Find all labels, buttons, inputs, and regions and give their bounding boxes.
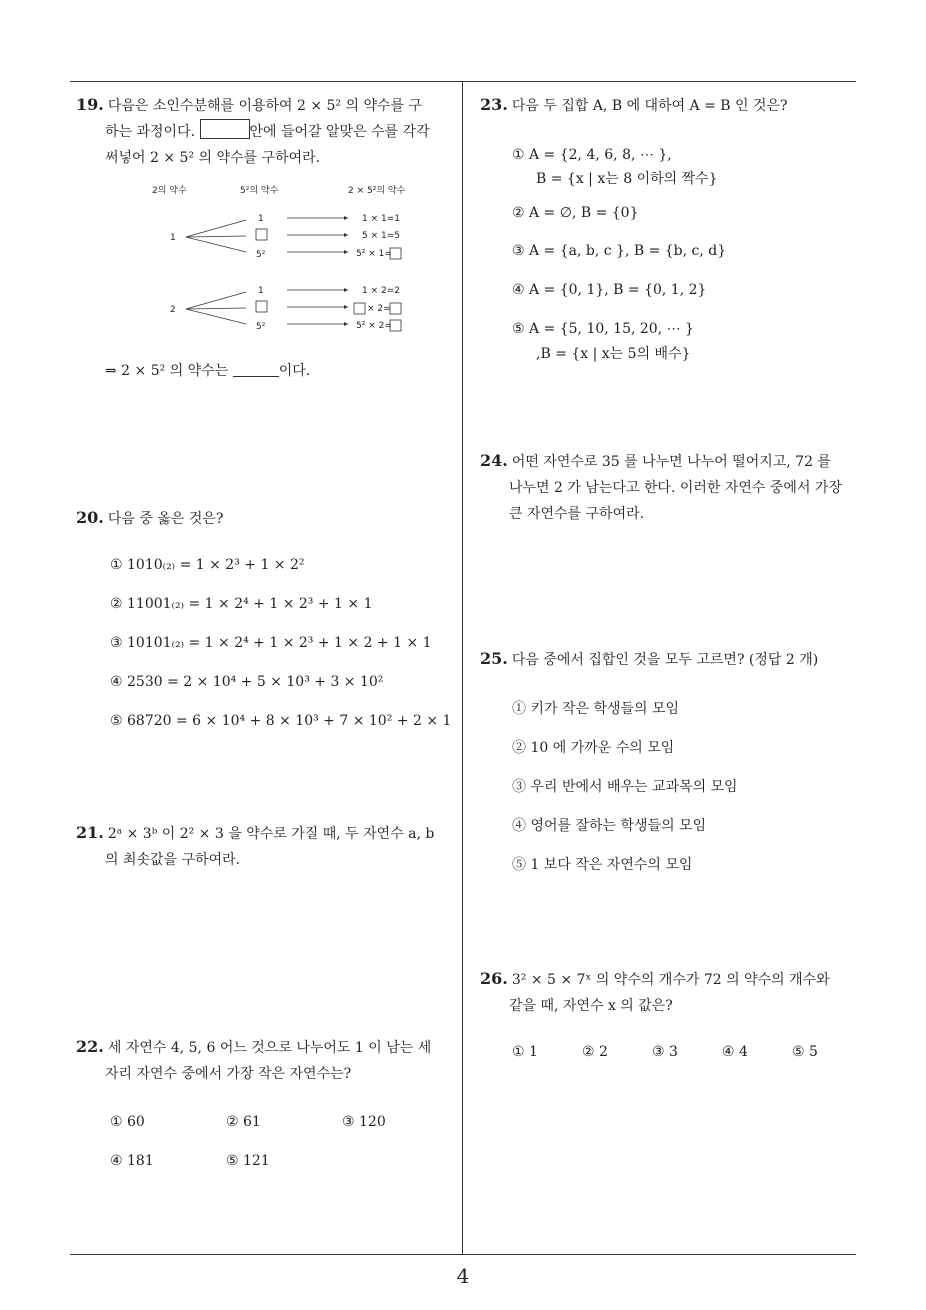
- conclusion-text: 이다.: [278, 363, 311, 379]
- tree-root: 1: [170, 233, 176, 243]
- option-1: ① 1010₍₂₎ = 1 × 2³ + 1 × 2²: [110, 557, 305, 573]
- question-stem: 다음 중 옳은 것은?: [107, 511, 224, 527]
- answer-blank: [233, 362, 279, 377]
- option-3: ③ A = {a, b, c }, B = {b, c, d}: [512, 243, 727, 259]
- option-2: ② A = ∅, B = {0}: [512, 205, 639, 221]
- option-2: ② 11001₍₂₎ = 1 × 2⁴ + 1 × 2³ + 1 × 1: [110, 596, 373, 612]
- option-5: ⑤ 68720 = 6 × 10⁴ + 8 × 10³ + 7 × 10² + 2 × 1: [110, 713, 452, 729]
- question-number: 25.: [480, 649, 508, 668]
- option-4: ④ 181: [110, 1153, 154, 1169]
- question-number: 26.: [480, 969, 508, 988]
- tree-branch: 5²: [256, 250, 266, 260]
- tree-branch: 1: [258, 286, 264, 296]
- blank-box: [200, 119, 250, 139]
- question-23: [480, 92, 788, 119]
- question-stem: 다음 두 집합 A, B 에 대하여 A = B 인 것은?: [511, 98, 788, 114]
- tree-result: 5² × 2=: [356, 321, 392, 331]
- option-2: ② 10 에 가까운 수의 모임: [512, 740, 675, 756]
- factor-tree-diagram: [150, 178, 440, 338]
- question-number: 21.: [76, 823, 104, 842]
- question-stem: 어떤 자연수로 35 를 나누면 나누어 떨어지고, 72 를: [511, 454, 831, 470]
- tree-header: 5²의 약수: [240, 186, 279, 196]
- question-19-conclusion: [105, 358, 310, 384]
- option-4: ④ A = {0, 1}, B = {0, 1, 2}: [512, 282, 707, 298]
- question-stem: 써넣어 2 × 5² 의 약수를 구하여라.: [105, 150, 321, 166]
- question-number: 19.: [76, 95, 104, 114]
- option-5-continued: ,B = {x | x는 5의 배수}: [536, 346, 691, 362]
- page-number: 4: [456, 1264, 470, 1288]
- option-1: ① 키가 작은 학생들의 모임: [512, 701, 680, 717]
- option-4: ④ 4: [722, 1044, 748, 1060]
- option-1: ① 60: [110, 1114, 145, 1130]
- option-2: ② 2: [582, 1044, 608, 1060]
- question-stem: 하는 과정이다.: [105, 124, 196, 140]
- question-stem: 큰 자연수를 구하여라.: [509, 506, 645, 522]
- option-4: ④ 영어를 잘하는 학생들의 모임: [512, 818, 707, 834]
- option-1: ① A = {2, 4, 6, 8, ⋯ },: [512, 147, 672, 163]
- option-2: ② 61: [226, 1114, 261, 1130]
- question-stem: 다음은 소인수분해를 이용하여 2 × 5² 의 약수를 구: [107, 98, 423, 114]
- question-stem: 세 자연수 4, 5, 6 어느 것으로 나누어도 1 이 남는 세: [107, 1040, 432, 1056]
- question-number: 20.: [76, 508, 104, 527]
- question-22: [76, 1034, 460, 1087]
- question-stem: 2ᵃ × 3ᵇ 이 2² × 3 을 약수로 가질 때, 두 자연수 a, b: [107, 826, 435, 842]
- question-19: [76, 92, 456, 171]
- question-stem: 같을 때, 자연수 x 의 값은?: [509, 998, 673, 1014]
- option-3: ③ 3: [652, 1044, 678, 1060]
- question-stem: 다음 중에서 집합인 것을 모두 고르면? (정답 2 개): [511, 652, 819, 668]
- conclusion-text: ⇒ 2 × 5² 의 약수는: [105, 363, 229, 379]
- option-5: ⑤ 5: [792, 1044, 818, 1060]
- column-divider: [462, 81, 463, 1255]
- question-20: [76, 505, 223, 532]
- question-number: 23.: [480, 95, 508, 114]
- option-1: ① 1: [512, 1044, 538, 1060]
- option-5: ⑤ A = {5, 10, 15, 20, ⋯ }: [512, 321, 694, 337]
- option-4: ④ 2530 = 2 × 10⁴ + 5 × 10³ + 3 × 10²: [110, 674, 384, 690]
- question-stem: 나누면 2 가 남는다고 한다. 이러한 자연수 중에서 가장: [509, 480, 842, 496]
- option-3: ③ 10101₍₂₎ = 1 × 2⁴ + 1 × 2³ + 1 × 2 + 1 × 1: [110, 635, 432, 651]
- tree-result: 5 × 1=5: [362, 231, 400, 241]
- option-1-continued: B = {x | x는 8 이하의 짝수}: [536, 171, 718, 187]
- bottom-rule: [70, 1254, 856, 1255]
- top-rule: [70, 81, 856, 82]
- tree-header: 2의 약수: [152, 186, 187, 196]
- question-number: 22.: [76, 1037, 104, 1056]
- option-5: ⑤ 1 보다 작은 자연수의 모임: [512, 857, 693, 873]
- question-stem: 3² × 5 × 7ˣ 의 약수의 개수가 72 의 약수의 개수와: [511, 972, 830, 988]
- tree-branch: 1: [258, 214, 264, 224]
- tree-branch: 5²: [256, 322, 266, 332]
- option-3: ③ 우리 반에서 배우는 교과목의 모임: [512, 779, 738, 795]
- question-stem: 안에 들어갈 알맞은 수를 각각: [249, 124, 430, 140]
- tree-result: 1 × 2=2: [362, 286, 400, 296]
- question-stem: 자리 자연수 중에서 가장 작은 자연수는?: [105, 1066, 352, 1082]
- question-number: 24.: [480, 451, 508, 470]
- tree-result: × 2=: [367, 304, 391, 314]
- option-5: ⑤ 121: [226, 1153, 270, 1169]
- option-3: ③ 120: [342, 1114, 386, 1130]
- question-26: [480, 966, 860, 1019]
- tree-header: 2 × 5²의 약수: [348, 186, 406, 196]
- tree-result: 1 × 1=1: [362, 214, 400, 224]
- question-21: [76, 820, 460, 873]
- question-stem: 의 최솟값을 구하여라.: [105, 852, 241, 868]
- question-25: [480, 646, 818, 673]
- tree-root: 2: [170, 305, 176, 315]
- tree-result: 5² × 1=: [356, 249, 392, 259]
- question-24: [480, 448, 860, 527]
